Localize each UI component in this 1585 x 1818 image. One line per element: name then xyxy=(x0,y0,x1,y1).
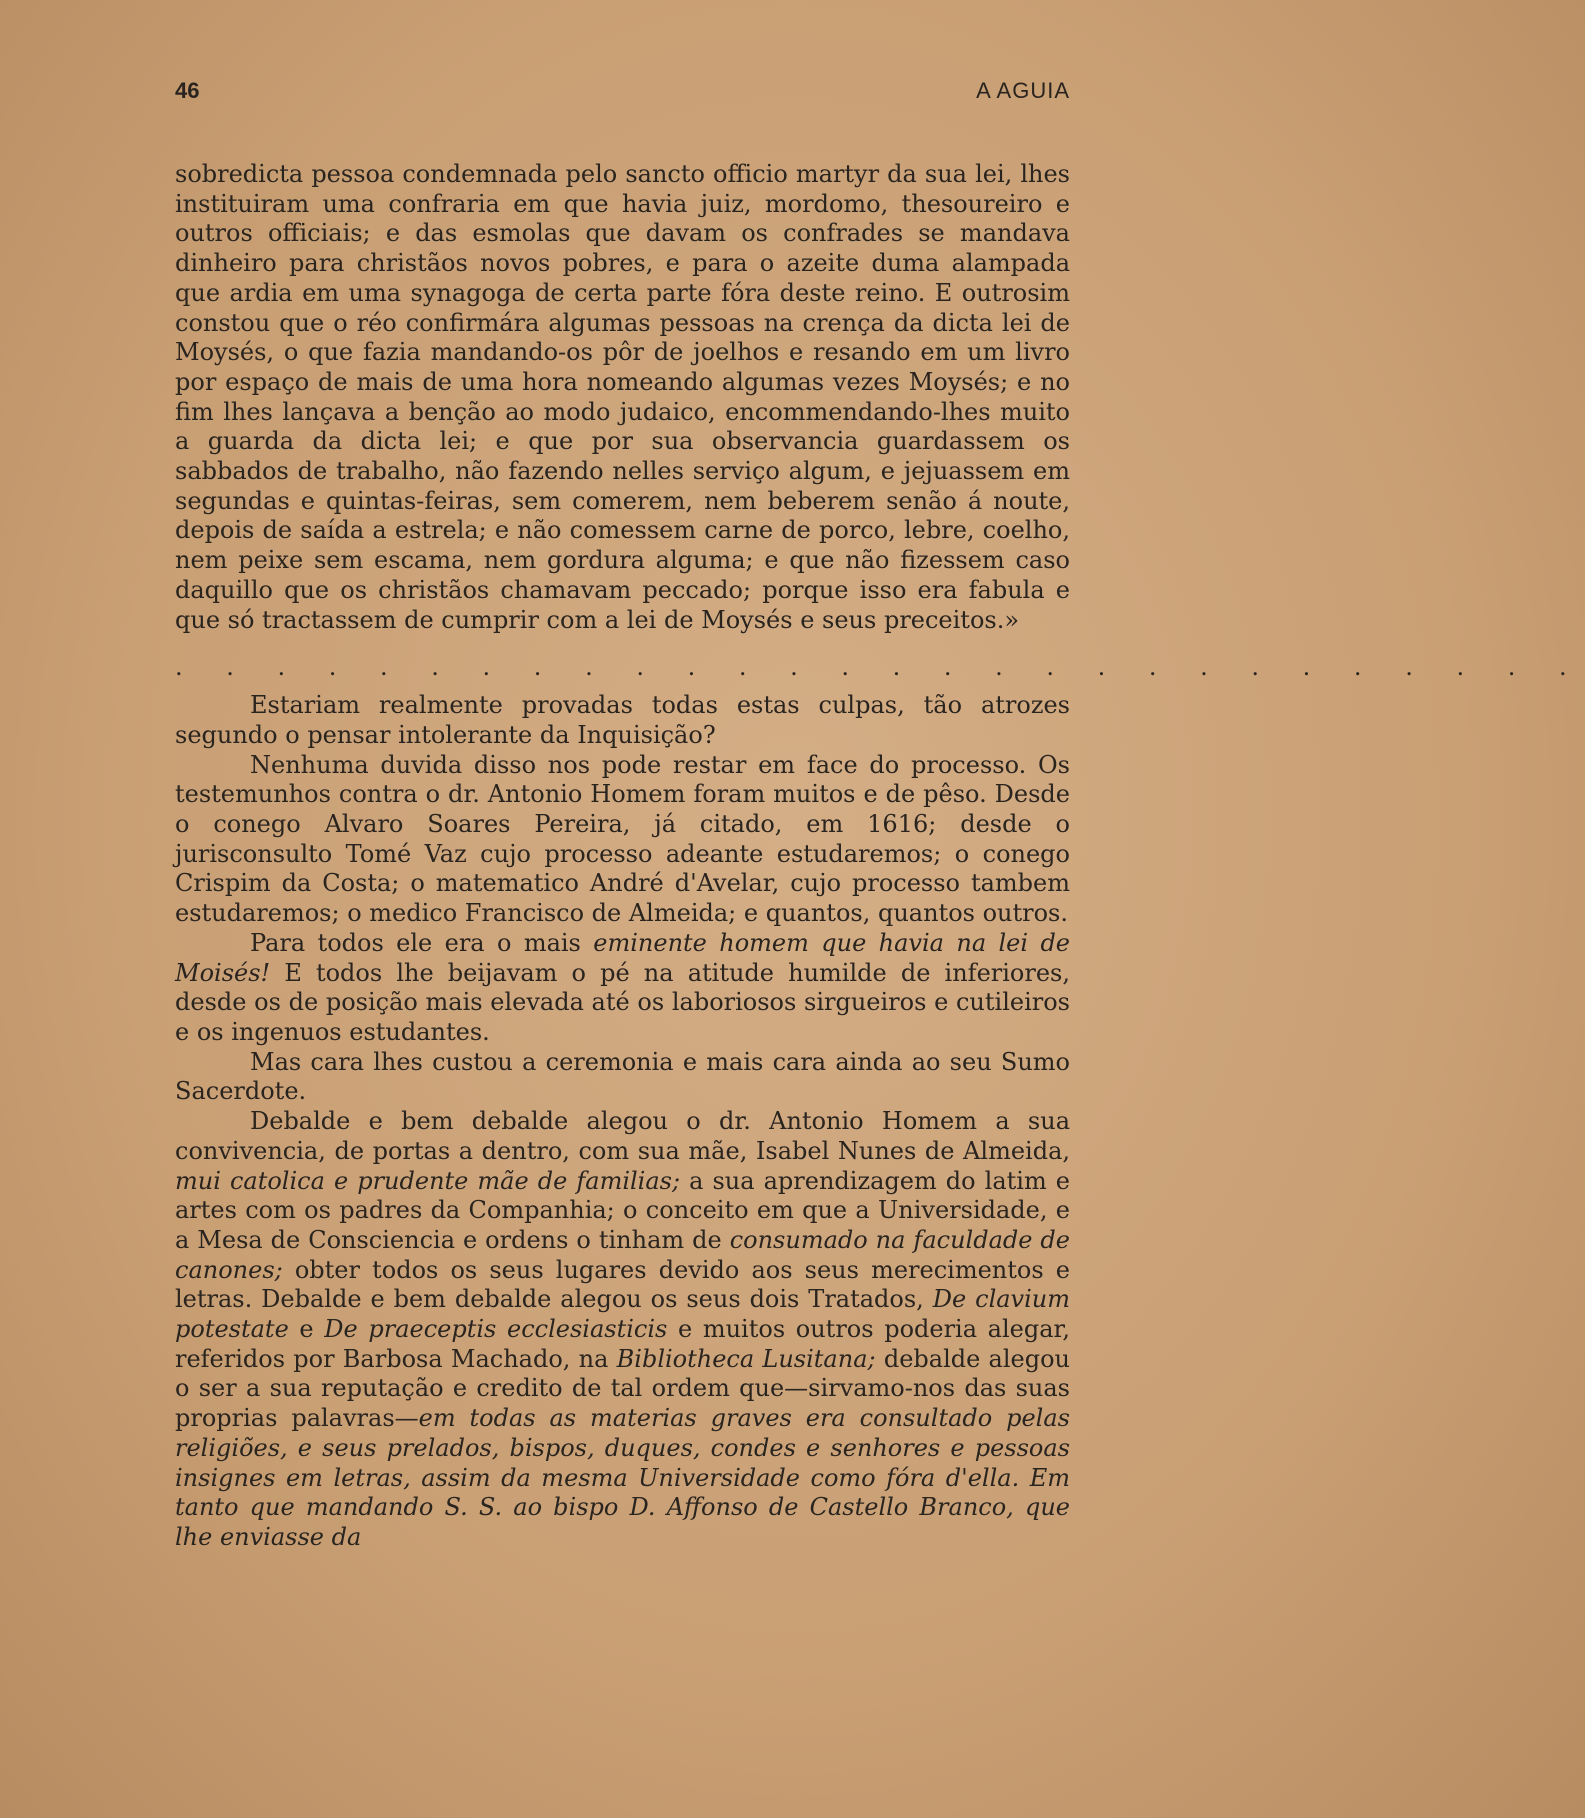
paragraph-2: Nenhuma duvida disso nos pode restar em face do processo. Os testemunhos contra o dr. Antonio Homem foram muitos e de pêso. Desde o conego Alvaro Soares Pereira, já citado, em 1616; desde o jurisconsulto Tomé Vaz cujo processo adeante estudaremos; o conego Crispim da Costa; o matematico André d'Avelar, cujo processo tambem estudaremos; o medico Francisco de Almeida; e quantos, quantos outros. xyxy=(175,750,1070,928)
text-run: Debalde e bem debalde alegou o dr. Antonio Homem a sua convivencia, de portas a dentro, com sua mãe, Isabel Nunes de Almeida, xyxy=(175,1107,1070,1165)
quote-paragraph: sobredicta pessoa condemnada pelo sancto officio martyr da sua lei, lhes instituiram uma confraria em que havia juiz, mordomo, thesoureiro e outros officiais; e das esmolas que davam os confrades se mandava dinheiro para christãos novos pobres, e para o azeite duma alampada que ardia em uma synagoga de certa parte fóra deste reino. E outrosim constou que o réo confirmára algumas pessoas na crença da dicta lei de Moysés, o que fazia mandando-os pôr de joelhos e resando em um livro por espaço de mais de uma hora nomeando algumas vezes Moysés; e no fim lhes lançava a benção ao modo judaico, encommendando-lhes muito a guarda da dicta lei; e que por sua observancia guardassem os sabbados de trabalho, não fazendo nelles serviço algum, e jejuassem em segundas e quintas-feiras, sem comerem, nem beberem senão á noute, depois de saída a estrela; e não comessem carne de porco, lebre, coelho, nem peixe sem escama, nem gordura alguma; e que não fizessem caso daquillo que os christãos chamavam peccado; porque isso era fabula e que só tractassem de cumprir com a lei de Moysés e seus preceitos.» xyxy=(175,160,1070,634)
paragraph-1: Estariam realmente provadas todas estas culpas, tão atrozes segundo o pensar intolerante da Inquisição? xyxy=(175,691,1070,749)
text-run: E todos lhe beijavam o pé na atitude humilde de inferiores, desde os de posição mais elevada até os laboriosos sirgueiros e cutileiros e os ingenuos estudantes. xyxy=(175,958,1070,1046)
italic-run: mui catolica e prudente mãe de familias; xyxy=(175,1166,681,1195)
paragraph-5 xyxy=(175,1107,1070,1553)
running-title: A AGUIA xyxy=(976,78,1070,103)
page-header xyxy=(175,78,1070,104)
paragraph-4: Mas cara lhes custou a ceremonia e mais cara ainda ao seu Sumo Sacerdote. xyxy=(175,1047,1070,1106)
italic-run: em todas as materias graves era consultado pelas religiões, e seus prelados, bispos, duques, condes e senhores e pessoas insignes em letras, assim da mesma Universidade como fóra d'ella. Em tanto que mandando S. S. ao bispo D. Affonso de Castello Branco, que lhe enviasse da xyxy=(175,1404,1070,1551)
text-run: obter todos os seus lugares devido aos seus merecimentos e letras. Debalde e bem debalde alegou os seus dois Tratados, xyxy=(175,1255,1070,1314)
body-text xyxy=(175,160,1585,1553)
text-run: e xyxy=(288,1315,325,1344)
page-number: 46 xyxy=(175,78,200,103)
paragraph-3 xyxy=(175,929,1070,1048)
italic-run: Bibliotheca Lusitana; xyxy=(616,1344,876,1373)
italic-run: De praeceptis ecclesiasticis xyxy=(324,1315,668,1344)
italic-run: De clavium potestate xyxy=(175,1285,1071,1344)
text-run: a sua aprendizagem do latim e artes com os padres da Companhia; o conceito em que a Universidade, e a Mesa de Consciencia e ordens o tinham de xyxy=(175,1166,1070,1254)
text-run: Para todos ele era o mais xyxy=(250,928,594,957)
text-run: debalde alegou o ser a sua reputação e credito de tal ordem que—sirvamo-nos das suas proprias palavras— xyxy=(175,1344,1070,1433)
ellipsis-separator: . . . . . . . . . . . . . . . . . . . . . . . . . . . . xyxy=(175,653,1585,682)
italic-run: eminente homem que havia na lei de Moisés! xyxy=(175,928,1071,987)
italic-run: consumado na faculdade de canones; xyxy=(175,1225,1070,1284)
text-run: e muitos outros poderia alegar, referidos por Barbosa Machado, na xyxy=(175,1315,1071,1373)
